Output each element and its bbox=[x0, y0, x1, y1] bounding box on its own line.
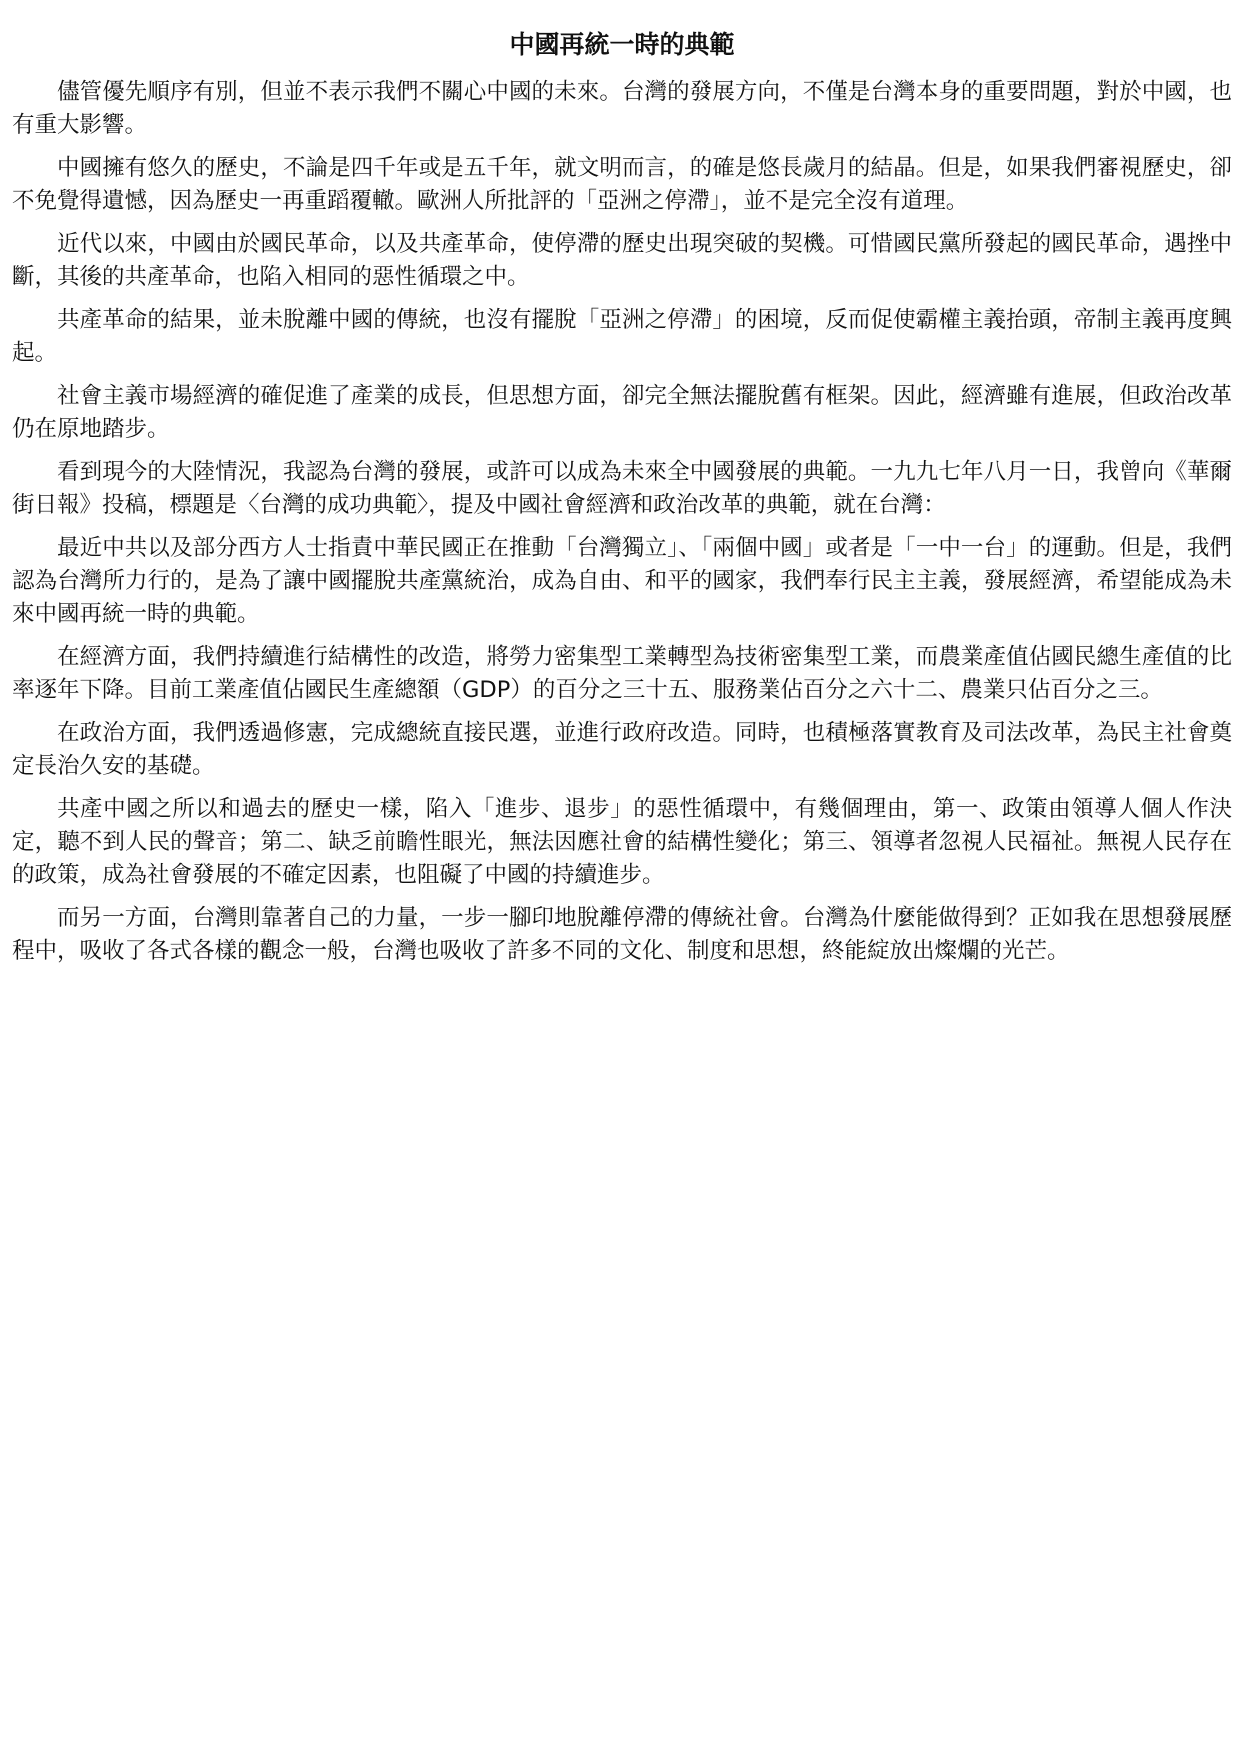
document-page bbox=[12, 28, 1232, 978]
paragraph-10: 共產中國之所以和過去的歷史一樣，陷入「進步、退步」的惡性循環中，有幾個理由，第一、政策由領導人個人作決定，聽不到人民的聲音；第二、缺乏前瞻性眼光，無法因應社會的結構性變化；第三、領導者忽視人民福祉。無視人民存在的政策，成為社會發展的不確定因素，也阻礙了中國的持續進步。 bbox=[12, 796, 1232, 888]
paragraph-1: 儘管優先順序有別，但並不表示我們不關心中國的未來。台灣的發展方向，不僅是台灣本身的重要問題，對於中國，也有重大影響。 bbox=[12, 79, 1232, 138]
paragraph-4: 共產革命的結果，並未脫離中國的傳統，也沒有擺脫「亞洲之停滯」的困境，反而促使霸權主義抬頭，帝制主義再度興起。 bbox=[12, 307, 1232, 366]
paragraph-8: 在經濟方面，我們持續進行結構性的改造，將勞力密集型工業轉型為技術密集型工業，而農業產值佔國民總生產值的比率逐年下降。目前工業產值佔國民生產總額（GDP）的百分之三十五、服務業佔百分之六十二、農業只佔百分之三。 bbox=[12, 644, 1232, 703]
paragraph-11: 而另一方面，台灣則靠著自己的力量，一步一腳印地脫離停滯的傳統社會。台灣為什麼能做得到？正如我在思想發展歷程中，吸收了各式各樣的觀念一般，台灣也吸收了許多不同的文化、制度和思想，終能綻放出燦爛的光芒。 bbox=[12, 905, 1232, 964]
paragraph-6: 看到現今的大陸情況，我認為台灣的發展，或許可以成為未來全中國發展的典範。一九九七年八月一日，我曾向《華爾街日報》投稿，標題是〈台灣的成功典範〉，提及中國社會經濟和政治改革的典範，就在台灣： bbox=[12, 459, 1232, 518]
paragraph-9: 在政治方面，我們透過修憲，完成總統直接民選，並進行政府改造。同時，也積極落實教育及司法改革，為民主社會奠定長治久安的基礎。 bbox=[12, 720, 1232, 779]
paragraph-7: 最近中共以及部分西方人士指責中華民國正在推動「台灣獨立」、「兩個中國」或者是「一中一台」的運動。但是，我們認為台灣所力行的，是為了讓中國擺脫共產黨統治，成為自由、和平的國家，我們奉行民主主義，發展經濟，希望能成為未來中國再統一時的典範。 bbox=[12, 535, 1232, 627]
paragraph-2: 中國擁有悠久的歷史，不論是四千年或是五千年，就文明而言，的確是悠長歲月的結晶。但是，如果我們審視歷史，卻不免覺得遺憾，因為歷史一再重蹈覆轍。歐洲人所批評的「亞洲之停滯」，並不是完全沒有道理。 bbox=[12, 155, 1232, 214]
page-title: 中國再統一時的典範 bbox=[509, 30, 735, 59]
paragraph-5: 社會主義市場經濟的確促進了產業的成長，但思想方面，卻完全無法擺脫舊有框架。因此，經濟雖有進展，但政治改革仍在原地踏步。 bbox=[12, 383, 1232, 442]
paragraph-3: 近代以來，中國由於國民革命，以及共產革命，使停滯的歷史出現突破的契機。可惜國民黨所發起的國民革命，遇挫中斷，其後的共產革命，也陷入相同的惡性循環之中。 bbox=[12, 231, 1232, 290]
